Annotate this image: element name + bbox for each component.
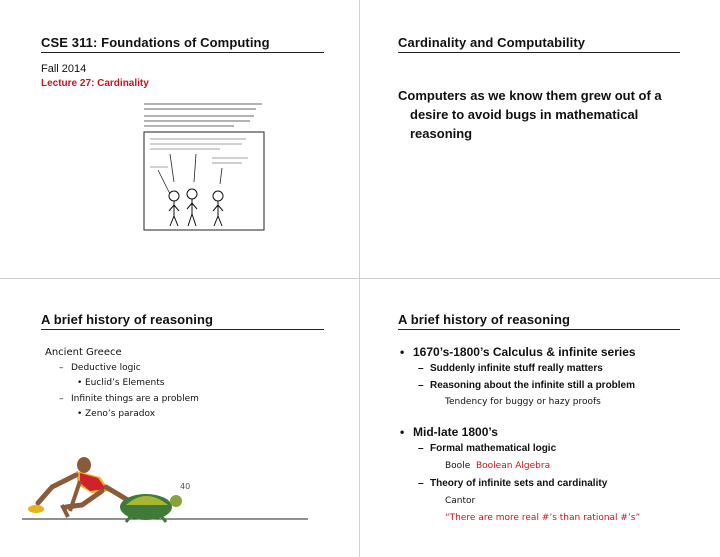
list-item: • 1670’s-1800’s Calculus & infinite series (400, 345, 636, 359)
slide-title: A brief history of reasoning (398, 312, 571, 327)
list-item: – Theory of infinite sets and cardinality (418, 478, 608, 489)
xkcd-comic-image (140, 98, 268, 233)
list-note: Cantor (445, 496, 476, 506)
list-heading: Ancient Greece (45, 347, 122, 358)
slide-title: Cardinality and Computability (398, 35, 586, 50)
list-item: • Mid-late 1800’s (400, 425, 498, 439)
svg-text:40: 40 (180, 482, 191, 491)
title-rule (41, 52, 324, 53)
list-quote: “There are more real #’s than rational #’s” (445, 513, 641, 523)
lecture-label: Lecture 27: Cardinality (41, 78, 149, 89)
bullet-list (400, 279, 700, 549)
slide-3 (0, 279, 340, 557)
list-item: • Euclid’s Elements (77, 378, 165, 388)
title-rule (398, 52, 680, 53)
list-item: – Reasoning about the infinite still a problem (418, 380, 636, 391)
slide-1 (0, 0, 340, 278)
list-item: – Formal mathematical logic (418, 443, 557, 454)
title-rule (41, 329, 324, 330)
body-line: desire to avoid bugs in mathematical (410, 107, 639, 122)
slide-2 (360, 0, 700, 278)
slide-title: A brief history of reasoning (41, 312, 214, 327)
runner-and-tortoise-image (22, 447, 312, 527)
body-line: Computers as we know them grew out of a (398, 88, 662, 103)
list-item: • Zeno’s paradox (77, 409, 156, 419)
bullet-list (45, 345, 199, 423)
slide-4 (360, 279, 700, 557)
body-line: reasoning (410, 126, 473, 141)
svg-text:ADVICE: IF SOMEONE CALLS RECEN: ADVICE: IF SOMEONE CALLS RECENTLY ASKING TO MAKE A CHART OF ALL BRAIN FORMS... (140, 98, 185, 99)
list-note: Boole Boolean Algebra (445, 461, 551, 471)
list-item: – Deductive logic (59, 362, 141, 373)
list-note: Tendency for buggy or hazy proofs (445, 397, 601, 407)
list-item: – Suddenly infinite stuff really matters (418, 363, 603, 374)
slide-title: CSE 311: Foundations of Computing (41, 35, 270, 50)
term-label: Fall 2014 (41, 63, 87, 75)
slide-body (398, 86, 698, 143)
list-item: – Infinite things are a problem (59, 393, 199, 404)
